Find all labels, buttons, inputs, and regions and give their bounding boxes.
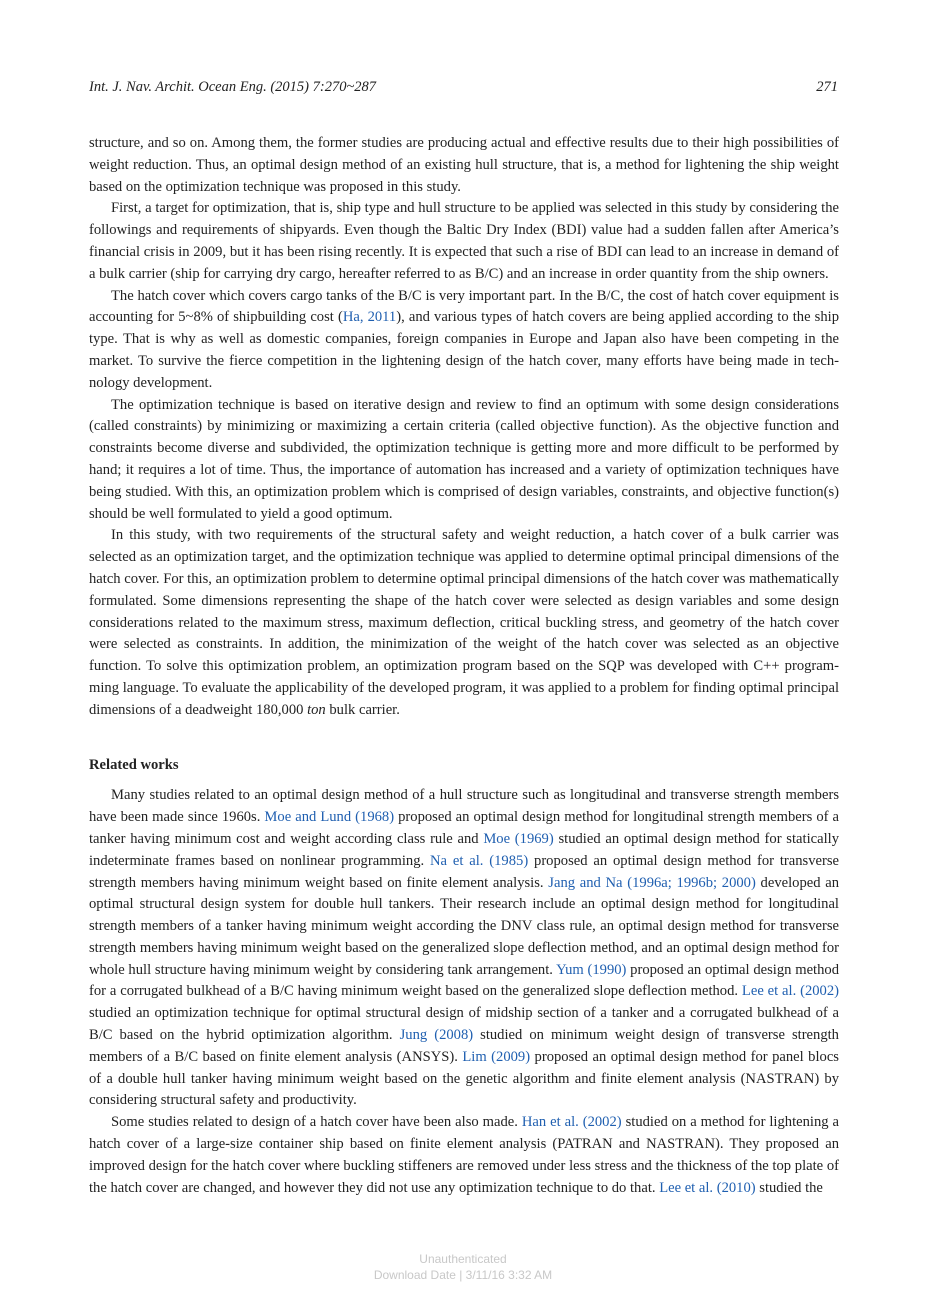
unit-italic: ton: [307, 701, 326, 718]
text-run: Some studies related to design of a hatch cover have been also made.: [111, 1114, 522, 1131]
citation-link[interactable]: Jang and Na (1996a; 1996b; 2000): [548, 874, 756, 891]
text-run: proposed an optimal design method for panel blocs of a double hull tanker having minimum weight based on the genetic algorithm and finite element analysis (NASTRAN) by considering structural safety and productivity.: [89, 1048, 839, 1109]
paragraph: [89, 1112, 839, 1199]
text-run: proposed an optimal design method for longitudinal strength members of a tanker having minimum cost and weight according class rule and: [89, 809, 839, 847]
text-run: proposed an optimal design method for a corrugated bulkhead of a B/C having minimum weight based on the generalized slope deflection method.: [89, 961, 839, 1000]
citation-link[interactable]: Lim (2009): [462, 1048, 531, 1065]
text-run: studied on minimum weight design of transverse strength members of a B/C based on finite element analysis (ANSYS).: [89, 1027, 839, 1065]
article-body: [89, 133, 839, 1199]
text-run: studied on a method for lightening a hatch cover of a large-size container ship based on finite element analysis (PATRAN and NASTRAN). They proposed an improved design for the hatch cover where buckling stiffeners are removed under less stress and the thickness of the top plate of the hatch cover are changed, and however they did not use any optimization technique to do that.: [89, 1114, 839, 1196]
text-run: ), and various types of hatch covers are being applied according to the ship type. That is why as well as domestic companies, foreign companies in Europe and Japan also have been competing in the market. To survive the fierce competition in the lightening design of the hatch cover, many efforts have being made in technology development.: [89, 309, 839, 391]
paragraph: The optimization technique is based on iterative design and review to find an optimum with some design considerations (called constraints) by minimizing or maximizing a certain criteria (called objective function). As the objective function and constraints become diverse and subdivided, the optimization technique is getting more and more difficult to be performed by hand; it requires a lot of time. Thus, the importance of automation has increased and a variety of optimization techniques have being studied. With this, an optimization problem which is comprised of design variables, constraints, and objective function(s) should be well formulated to yield a good optimum.: [89, 396, 839, 522]
citation-link[interactable]: Jung (2008): [399, 1027, 474, 1044]
citation-link[interactable]: Moe and Lund (1968): [264, 809, 395, 826]
watermark-line: Unauthenticated: [419, 1252, 507, 1266]
text-run: bulk carrier.: [325, 701, 400, 718]
citation-link[interactable]: Na et al. (1985): [430, 852, 529, 869]
paragraph: [89, 525, 839, 721]
watermark-line: Download Date | 3/11/16 3:32 AM: [373, 1268, 553, 1282]
citation-link[interactable]: Lee et al. (2002): [741, 983, 840, 1000]
paragraph: [89, 286, 839, 395]
paragraph: [89, 785, 839, 1112]
section-heading: Related works: [89, 756, 179, 773]
citation-link[interactable]: Lee et al. (2010): [659, 1179, 756, 1196]
text-run: The hatch cover which covers cargo tanks of the B/C is very important part. In the B/C, the cost of hatch cover equipment is accounting for 5~8% of shipbuilding cost (: [89, 287, 839, 326]
page-number: 271: [816, 79, 838, 95]
text-run: proposed an optimal design method for transverse strength members having minimum weight based on finite element analysis.: [89, 852, 839, 891]
text-run: studied an optimal design method for statically indeterminate frames based on nonlinear programming.: [89, 830, 839, 869]
paragraph: First, a target for optimization, that is, ship type and hull structure to be applied was selected in this study by considering the followings and requirements of shipyards. Even though the Baltic Dry Index (BDI) value had a sudden fallen after America’s financial crisis in 2009, but it has been rising recently. It is expected that such a rise of BDI can lead to an increase in demand of a bulk carrier (ship for carrying dry cargo, hereafter referred to as B/C) and an increase in order quantity from the ship owners.: [89, 200, 839, 282]
paragraph: structure, and so on. Among them, the former studies are producing actual and effective results due to their high possibilities of weight reduction. Thus, an optimal design method of an existing hull structure, that is, a method for lightening the ship weight based on the optimization technique was proposed in this study.: [89, 135, 839, 195]
citation-link[interactable]: Yum (1990): [556, 961, 627, 978]
citation-link[interactable]: Ha, 2011: [342, 309, 397, 326]
text-run: Many studies related to an optimal design method of a hull structure such as longitudinal and transverse strength members have been made since 1960s.: [89, 787, 839, 826]
running-header: [89, 77, 838, 97]
text-run: studied the: [755, 1179, 823, 1196]
citation-link[interactable]: Han et al. (2002): [521, 1114, 622, 1131]
text-run: developed an optimal structural design system for double hull tankers. Their research include an optimal design method for longitudinal strength members of a tanker having minimum weight according the DNV class rule, an optimal design method for transverse strength members having minimum weight based on the generalized slope deflection method, and an optimal design method for whole hull structure having minimum weight by considering tank arrangement.: [89, 874, 840, 978]
journal-citation: Int. J. Nav. Archit. Ocean Eng. (2015) 7:270~287: [89, 79, 377, 95]
text-run: In this study, with two requirements of the structural safety and weight reduction, a hatch cover of a bulk carrier was selected as an optimization target, and the optimization technique was applied to determine optimal principal dimensions of the hatch cover. For this, an optimization problem to determine optimal principal dimensions of the hatch cover was mathematically formulated. Some dimensions representing the shape of the hatch cover were selected as design variables and some design considerations related to the maximum stress, maximum deflection, critical buckling stress, and geometry of the hatch cover were selected as constraints. In addition, the minimization of the weight of the hatch cover was selected as an objective function. To solve this optimization problem, an optimization program based on the SQP was developed with C++ programming language. To evaluate the applicability of the developed program, it was applied to a problem for finding optimal principal dimensions of a deadweight 180,000: [89, 527, 839, 718]
text-run: studied an optimization technique for optimal structural design of midship section of a tanker and a corrugated bulkhead of a B/C based on the hybrid optimization algorithm.: [89, 1005, 839, 1044]
citation-link[interactable]: Moe (1969): [483, 830, 554, 847]
